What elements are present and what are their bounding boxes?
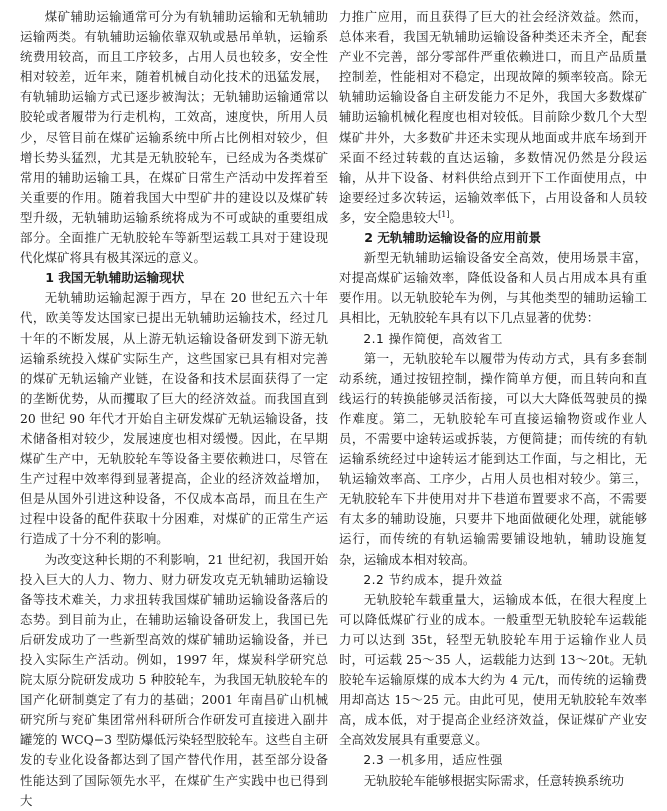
subsection-2-2-heading: 2.2 节约成本，提升效益 bbox=[363, 572, 503, 587]
section-2-paragraph: 新型无轨辅助运输设备安全高效，使用场景丰富，对提高煤矿运输效率，降低设备和人员占用成本具有重要作用。以无轨胶轮车为例，与其他类型的辅助运输工具相比，无轨胶轮车具有以下几点显著的优势： bbox=[339, 250, 647, 326]
section-1-paragraph-2: 为改变这种长期的不利影响，21 世纪初，我国开始投入巨大的人力、物力、财力研发攻克无轨辅助运输设备等技术难关，力求扭转我国煤矿辅助运输设备落后的态势。到目前为止，在辅助运输设备研发上，我国已先后研发成功了一些新型高效的煤矿辅助运输设备，并已投入实际生产活动。例如，1997 年，煤炭科学研究总院太原分院研发成功 5 种胶轮车，为我国无轨胶轮车的国产化研制奠定了有力的基础；2001 年南昌矿山机械研究所与兖矿集团常州科研所合作研发可直接进入副井罐笼的 WCQ−3 型防爆低污染轻型胶轮车。这些自主研发的专业化设备都达到了国产替代作用，甚至部分设备性能达到了国际领先水平，在煤矿生产实践中也已得到大 bbox=[20, 551, 328, 808]
subsection-2-1-heading: 2.1 操作简便，高效省工 bbox=[363, 331, 503, 346]
section-1-paragraph-2-continued bbox=[339, 7, 647, 228]
intro-paragraph: 煤矿辅助运输通常可分为有轨辅助运输和无轨辅助运输两类。有轨辅助运输依靠双轨或悬吊单轨，运输系统费用较高，而且工序较多，占用人员也较多，安全性相对较差，近年来，随着机械自动化技术的迅猛发展，有轨辅助运输方式已逐步被淘汰；无轨辅助运输通常以胶轮或者履带为行走机构，工效高，速度快，所用人员少，尽管目前在煤矿运输系统中所占比例相对较少，但增长势头猛烈，尤其是无轨胶轮车，已经成为各类煤矿常用的辅助运输工具，在煤矿日常生产活动中发挥着至关重要的作用。随着我国大中型矿井的建设以及煤矿转型升级，无轨辅助运输系统将成为不可或缺的重要组成部分。全面推广无轨胶轮车等新型运载工具对于建设现代化煤矿将具有极其深远的意义。 bbox=[20, 9, 328, 266]
left-column bbox=[20, 7, 328, 811]
subsection-2-3-paragraph: 无轨胶轮车能够根据实际需求，任意转换系统功 bbox=[363, 772, 624, 788]
subsection-2-2-paragraph: 无轨胶轮车载重量大，运输成本低，在很大程度上可以降低煤矿行业的成本。一般重型无轨胶轮车运载能力可以达到 35t，轻型无轨胶轮车用于运输作业人员时，可运载 25～35 人，运载能力达到 13～20t。无轨胶轮车运输原煤的成本大约为 4 元/t，而传统的运输费用却高达 15～25 元。由此可见，使用无轨胶轮车效率高，成本低，对于提高企业经济效益，保证煤矿产业安全高效发展具有重要意义。 bbox=[339, 591, 647, 748]
section-2-heading: 2 无轨辅助运输设备的应用前景 bbox=[364, 230, 542, 246]
subsection-2-1-paragraph: 第一，无轨胶轮车以履带为传动方式，具有多套制动系统，通过按钮控制，操作简单方便，而且转向和直线运行的转换能够灵活衔接，可以大大降低驾驶员的操作难度。第二，无轨胶轮车可直接运输物资或作业人员，不需要中途转运或拆装，方便简捷；而传统的有轨运输系统经过中途转运才能到达工作面，与之相比，无轨运输效率高、工序少，占用人员也相对较少。第三，无轨胶轮车下井使用对井下巷道布置要求不高，不需要有太多的辅助设施，只要井下地面做硬化处理，就能够运行，而传统的有轨运输需要铺设地轨，辅助设施复杂，运输成本相对较高。 bbox=[339, 350, 647, 567]
section-1-paragraph-1: 无轨辅助运输起源于西方，早在 20 世纪五六十年代，欧美等发达国家已提出无轨辅助运输技术，经过几十年的不断发展，从上游无轨运输设备研发到下游无轨运输系统投入煤矿实际生产，这些国家已具有相对完善的煤矿无轨运输产业链，在设备和技术层面获得了一定的垄断优势，从而攫取了巨大的经济效益。而我国直到 20 世纪 90 年代才开始自主研发煤矿无轨运输设备，技术储备相对较少，发展速度也相对缓慢。因此，在早期煤矿生产中，无轨胶轮车等设备主要依赖进口，尽管在生产过程中效率得到显著提高，企业的经济效益增加，但是从国外引进这种设备，不仅成本高昂，而且在生产过程中设备的配件获取十分困难，对煤矿的正常生产运行造成了十分不利的影响。 bbox=[20, 290, 328, 547]
section-1-heading: 1 我国无轨辅助运输现状 bbox=[45, 270, 185, 286]
continued-text-end: 。 bbox=[449, 209, 462, 225]
citation-ref: [1] bbox=[438, 209, 450, 219]
subsection-2-3-heading: 2.3 一机多用，适应性强 bbox=[363, 753, 503, 768]
continued-text: 力推广应用，而且获得了巨大的社会经济效益。然而，总体来看，我国无轨辅助运输设备种类还未齐全，配套产业不完善，部分零部件严重依赖进口，而且产品质量控制差，性能相对不稳定，出现故障的频率较高。除无轨辅助运输设备自主研发能力不足外，我国大多数煤矿辅助运输机械化程度也相对较低。目前除少数几个大型煤矿井外，大多数矿井还未实现从地面或井底车场到开采面不经过转载的直达运输，多数情况仍然是分段运输，从井下设备、材料供给点到开下工作面使用点，中途要经过多次转运，运输效率低下，占用设备和人员较多，安全隐患较大 bbox=[339, 9, 647, 225]
right-column bbox=[339, 7, 647, 791]
